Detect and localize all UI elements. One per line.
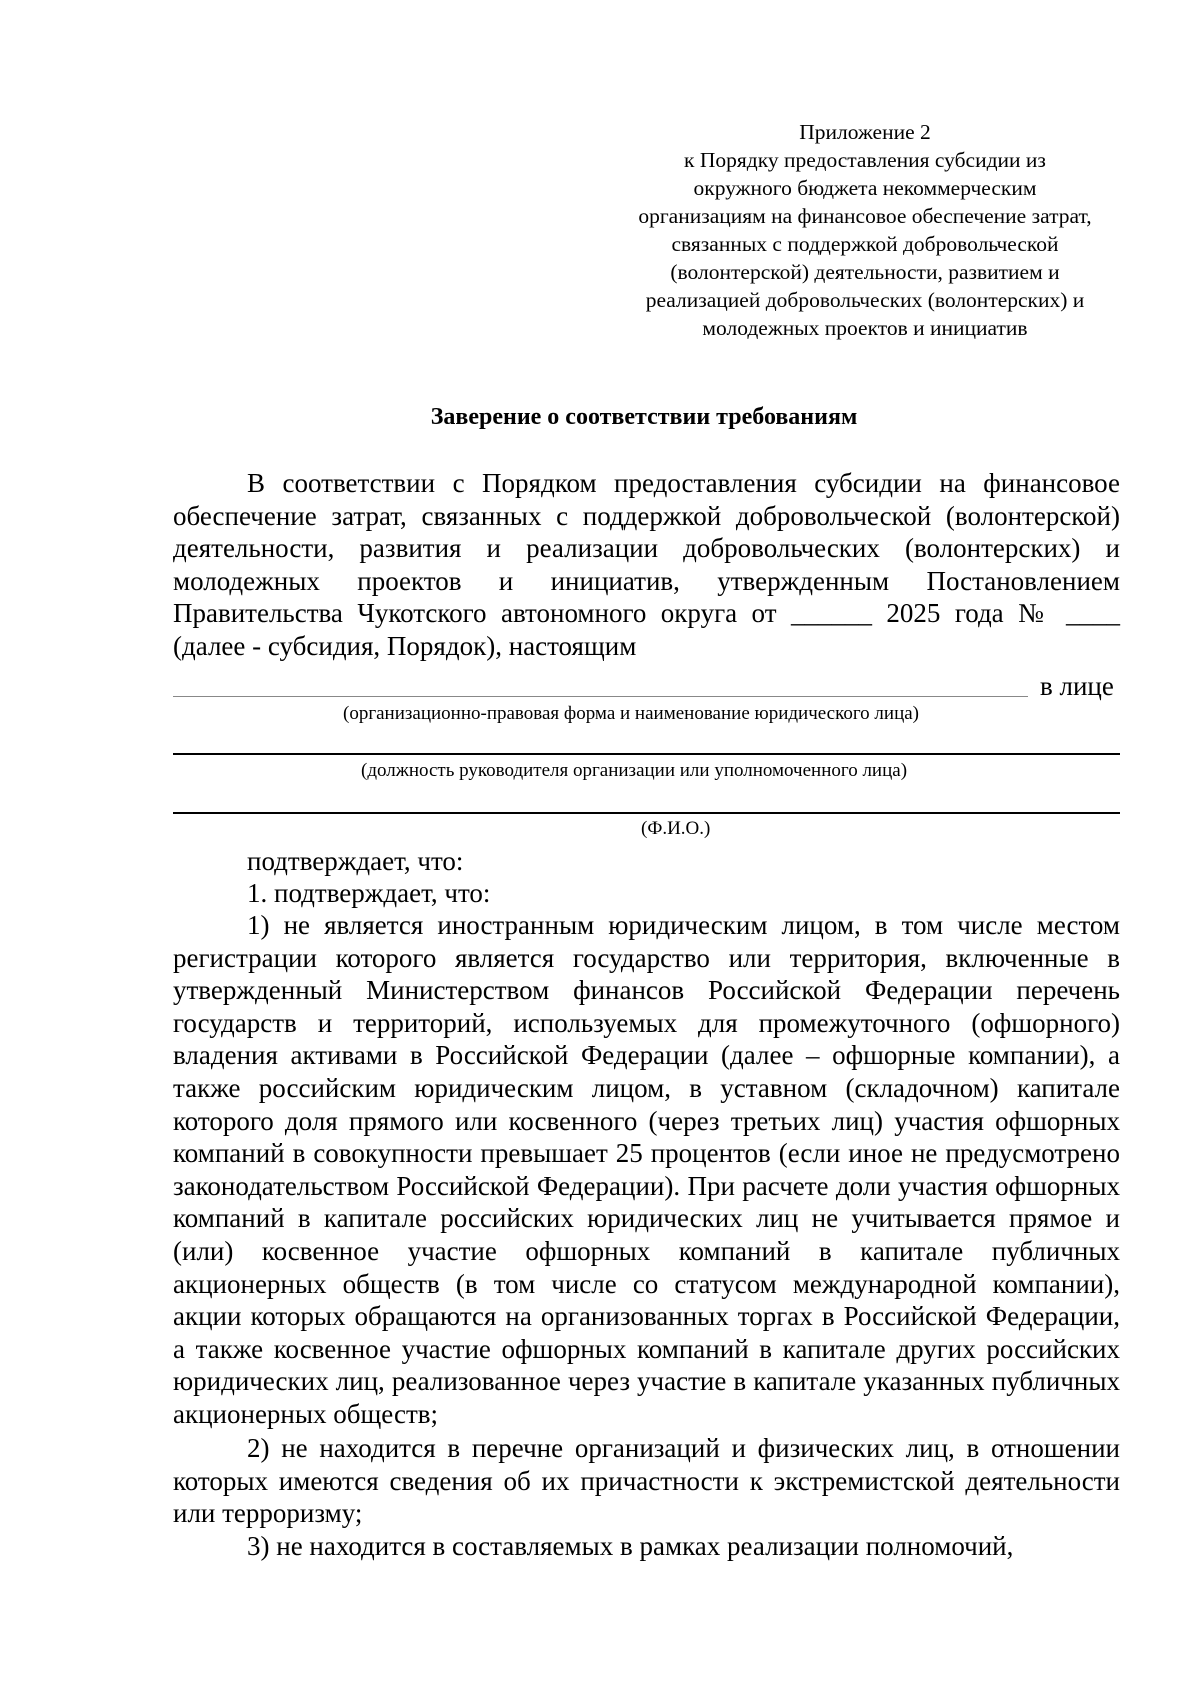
in-person-label: в лице bbox=[1040, 671, 1114, 701]
confirms-line: подтверждает, что: bbox=[247, 846, 464, 876]
annex-line: молодежных проектов и инициатив bbox=[702, 316, 1028, 340]
org-name-line bbox=[173, 696, 1028, 697]
point-1-heading: 1. подтверждает, что: bbox=[247, 878, 491, 908]
annex-line: связанных с поддержкой добровольческой bbox=[671, 232, 1059, 256]
fio-line bbox=[173, 812, 1120, 814]
fio-caption: (Ф.И.О.) bbox=[641, 818, 711, 839]
annex-header bbox=[600, 118, 1130, 342]
annex-line: реализацией добровольческих (волонтерских) и bbox=[645, 288, 1085, 312]
document-title: Заверение о соответствии требованиям bbox=[430, 404, 858, 430]
list-item: 3) не находится в составляемых в рамках реализации полномочий, bbox=[247, 1531, 1014, 1561]
annex-line: к Порядку предоставления субсидии из bbox=[684, 148, 1046, 172]
intro-paragraph: В соответствии с Порядком предоставления субсидии на финансовое обеспечение затрат, связанных с поддержкой добровольческой (волонтерской) деятельности, развития и реализации добровольческих (волонтерских) и молодежных проектов и инициатив, утвержденным Постановлением Правительства Чукотского автономного округа от ______ 2025 года № ____ (далее - субсидия, Порядок), настоящим bbox=[173, 468, 1120, 661]
annex-line: Приложение 2 bbox=[799, 120, 931, 144]
list-item: 1) не является иностранным юридическим лицом, в том числе местом регистрации которого является государство или территория, включенные в утвержденный Министерством финансов Российской Федерации перечень государств и территорий, используемых для промежуточного (офшорного) владения активами в Российской Федерации (далее – офшорные компании), а также российским юридическим лицом, в уставном (складочном) капитале которого доля прямого или косвенного (через третьих лиц) участия офшорных компаний в совокупности превышает 25 процентов (если иное не предусмотрено законодательством Российской Федерации). При расчете доли участия офшорных компаний в капитале российских юридических лиц не учитывается прямое и (или) косвенное участие офшорных компаний в капитале публичных акционерных обществ (в том числе со статусом международной компании), акции которых обращаются на организованных торгах в Российской Федерации, а также косвенное участие офшорных компаний в капитале других российских юридических лиц, реализованное через участие в капитале указанных публичных акционерных обществ; bbox=[173, 910, 1120, 1429]
list-item: 2) не находится в перечне организаций и физических лиц, в отношении которых имеются сведения об их причастности к экстремистской деятельности или терроризму; bbox=[173, 1433, 1120, 1529]
annex-line: (волонтерской) деятельности, развитием и bbox=[670, 260, 1060, 284]
annex-line: организациям на финансовое обеспечение затрат, bbox=[638, 204, 1092, 228]
org-caption: (организационно-правовая форма и наименование юридического лица) bbox=[343, 703, 920, 724]
annex-line: окружного бюджета некоммерческим bbox=[693, 176, 1037, 200]
position-line bbox=[173, 753, 1120, 755]
position-caption: (должность руководителя организации или уполномоченного лица) bbox=[361, 760, 908, 781]
